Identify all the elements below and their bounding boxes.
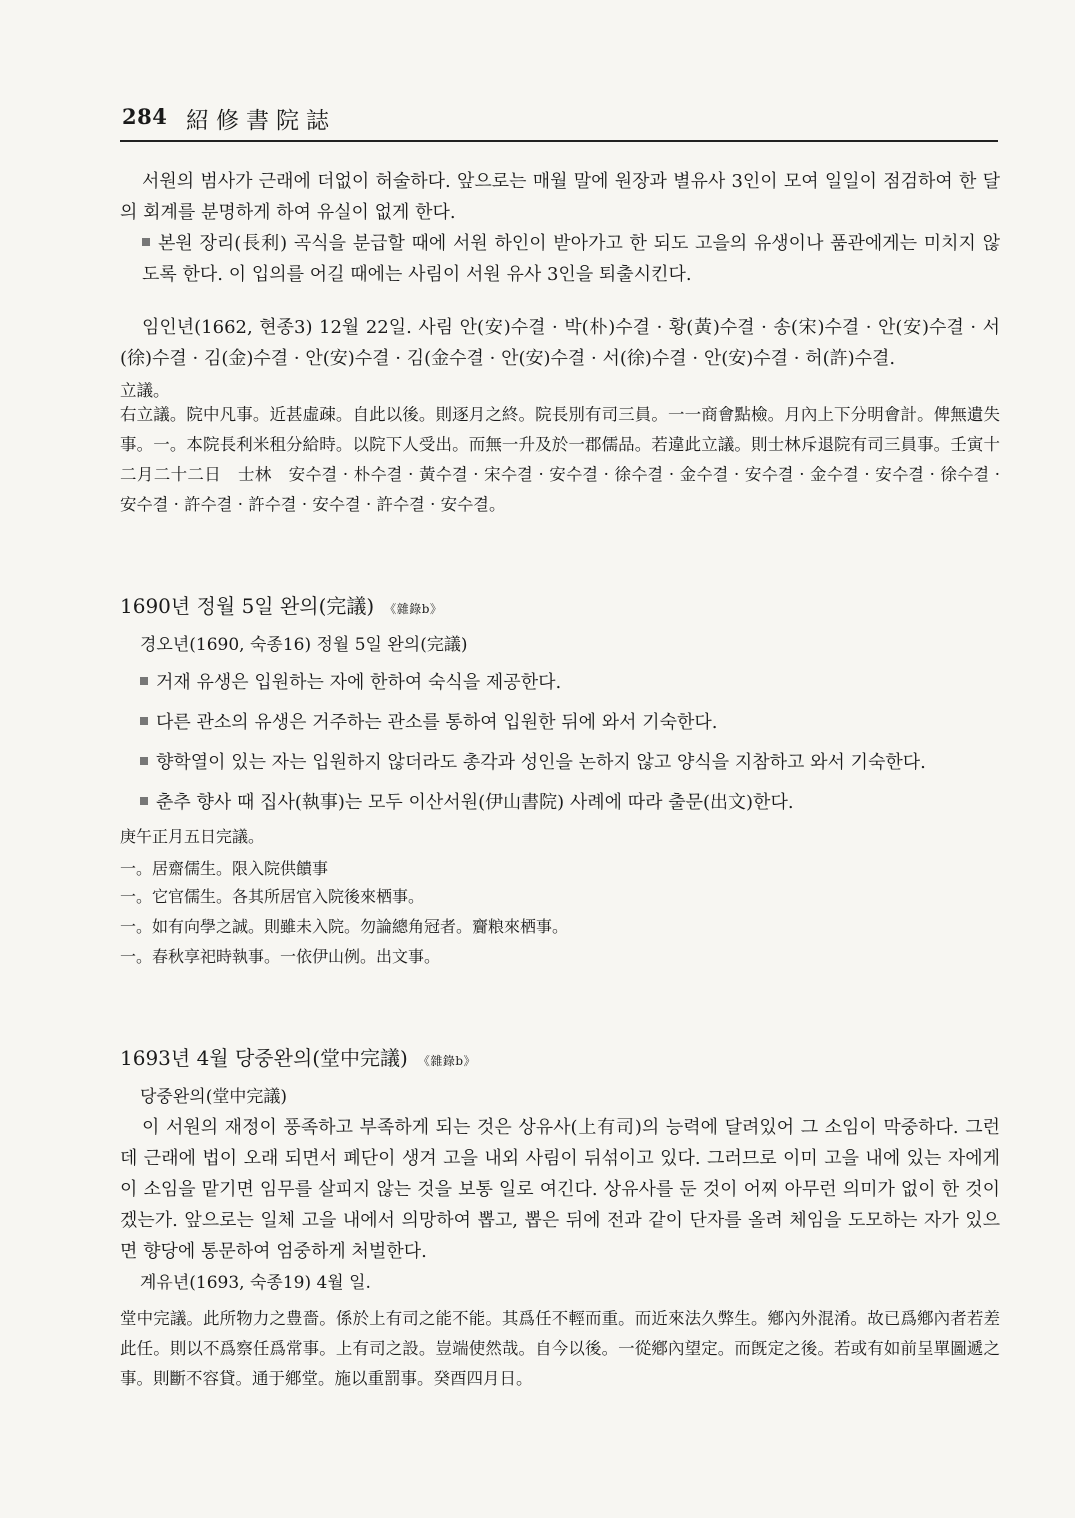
hanja-line: 庚午正月五日完議。 [120,827,265,846]
section-1693-hanja-body: 堂中完議。此所物力之豊嗇。係於上有司之能不能。其爲任不輕而重。而近來法久弊生。鄕內外混淆。故已爲鄕內者若差此任。則以不爲察任爲常事。上有司之設。豈端使然哉。自今以後。一從鄕內望定。而旣定之後。若或有如前呈單圖遞之事。則斷不容貸。通于鄕堂。施以重罰事。癸酉四月日。 [120,1309,1000,1388]
intro-signatories: 임인년(1662, 현종3) 12월 22일. 사림 안(安)수결 · 박(朴)수결 · 황(黃)수결 · 송(宋)수결 · 안(安)수결 · 서(徐)수결 · 김(金)수결 · 안(安)수결 · 김(金수결 · 안(安)수결 · 서(徐)수결 · 안(安)수결 · 허(許)수결. [120,317,1000,369]
bullet-text: 다른 관소의 유생은 거주하는 관소를 통하여 입원한 뒤에 와서 기숙한다. [156,712,718,733]
square-bullet-icon [140,717,148,725]
section-1693-title-text: 1693년 4월 당중완의(堂中完議) [120,1046,408,1070]
square-bullet-icon [140,797,148,805]
square-bullet-icon [140,757,148,765]
section-1690-title-text: 1690년 정월 5일 완의(完議) [120,594,375,618]
section-1690-title [120,590,442,619]
square-bullet-icon [142,238,150,246]
list-item [140,668,561,694]
list-item [140,708,717,734]
page-header [120,98,998,142]
section-1690-source: 《雜錄b》 [384,602,443,616]
hanja-line: 一。居齋儒生。限入院供饋事 [120,859,329,878]
section-1690-subtitle: 경오년(1690, 숙종16) 정월 5일 완의(完議) [140,635,468,655]
intro-paragraph-2 [120,228,1000,290]
hanja-line: 一。它官儒生。各其所居官入院後來栖事。 [120,887,425,906]
square-bullet-icon [140,677,148,685]
list-item [140,748,926,774]
bullet-text: 향학열이 있는 자는 입원하지 않더라도 총각과 성인을 논하지 않고 양식을 지참하고 와서 기숙한다. [156,752,926,773]
section-1693-source: 《雜錄b》 [417,1054,477,1068]
bullet-text: 거재 유생은 입원하는 자에 한하여 숙식을 제공한다. [156,672,562,693]
section-1693-body: 이 서원의 재정이 풍족하고 부족하게 되는 것은 상유사(上有司)의 능력에 달려있어 그 소임이 막중하다. 그런데 근래에 법이 오래 되면서 폐단이 생겨 고을 내외 사림이 뒤섞이고 있다. 그러므로 이미 고을 내에 있는 자에게 이 소임을 맡기면 임무를 살피지 않는 것을 보통 일로 여긴다. 상유사를 둔 것이 어찌 아무런 의미가 없이 한 것이겠는가. 앞으로는 일체 고을 내에서 의망하여 뽑고, 뽑은 뒤에 전과 같이 단자를 올려 체임을 도모하는 자가 있으면 향당에 통문하여 엄중하게 처벌한다. [120,1117,1000,1262]
intro-paragraph-2-text: 본원 장리(長利) 곡식을 분급할 때에 서원 하인이 받아가고 한 되도 고을의 유생이나 품관에게는 미치지 않도록 한다. 이 입의를 어길 때에는 사림이 서원 유사 3인을 퇴출시킨다. [142,233,1000,285]
page-number: 284 [122,104,168,129]
hanja-line: 一。如有向學之誠。則雖未入院。勿論總角冠者。齎粮來栖事。 [120,917,569,936]
section-1693-subtitle: 당중완의(堂中完議) [140,1087,287,1107]
book-title: 紹修書院誌 [186,108,336,134]
section-1693-title [120,1042,476,1071]
list-item [140,788,794,814]
section-1693-date: 계유년(1693, 숙종19) 4월 일. [140,1273,371,1293]
intro-hanja-title: 立議。 [120,381,170,400]
bullet-text: 춘추 향사 때 집사(執事)는 모두 이산서원(伊山書院) 사례에 따라 출문(出文)한다. [156,792,794,813]
hanja-line: 一。春秋享祀時執事。一依伊山例。出文事。 [120,947,441,966]
intro-hanja-body: 右立議。院中凡事。近甚虛疎。自此以後。則逐月之終。院長別有司三員。一一商會點檢。月內上下分明會計。俾無遺失事。一。本院長利米租分給時。以院下人受出。而無一升及於一郡儒品。若違此立議。則士林斥退院有司三員事。壬寅十二月二十二日 士林 安수결 · 朴수결 · 黃수결 · 宋수결 · 安수결 · 徐수결 · 金수결 · 安수결 · 金수결 · 安수결 · 徐수결 · 安수결 · 許수결 · 許수결 · 安수결 · 許수결 · 安수결。 [120,405,1000,514]
intro-paragraph-1: 서원의 범사가 근래에 더없이 허술하다. 앞으로는 매월 말에 원장과 별유사 3인이 모여 일일이 점검하여 한 달의 회계를 분명하게 하여 유실이 없게 한다. [120,171,1000,223]
